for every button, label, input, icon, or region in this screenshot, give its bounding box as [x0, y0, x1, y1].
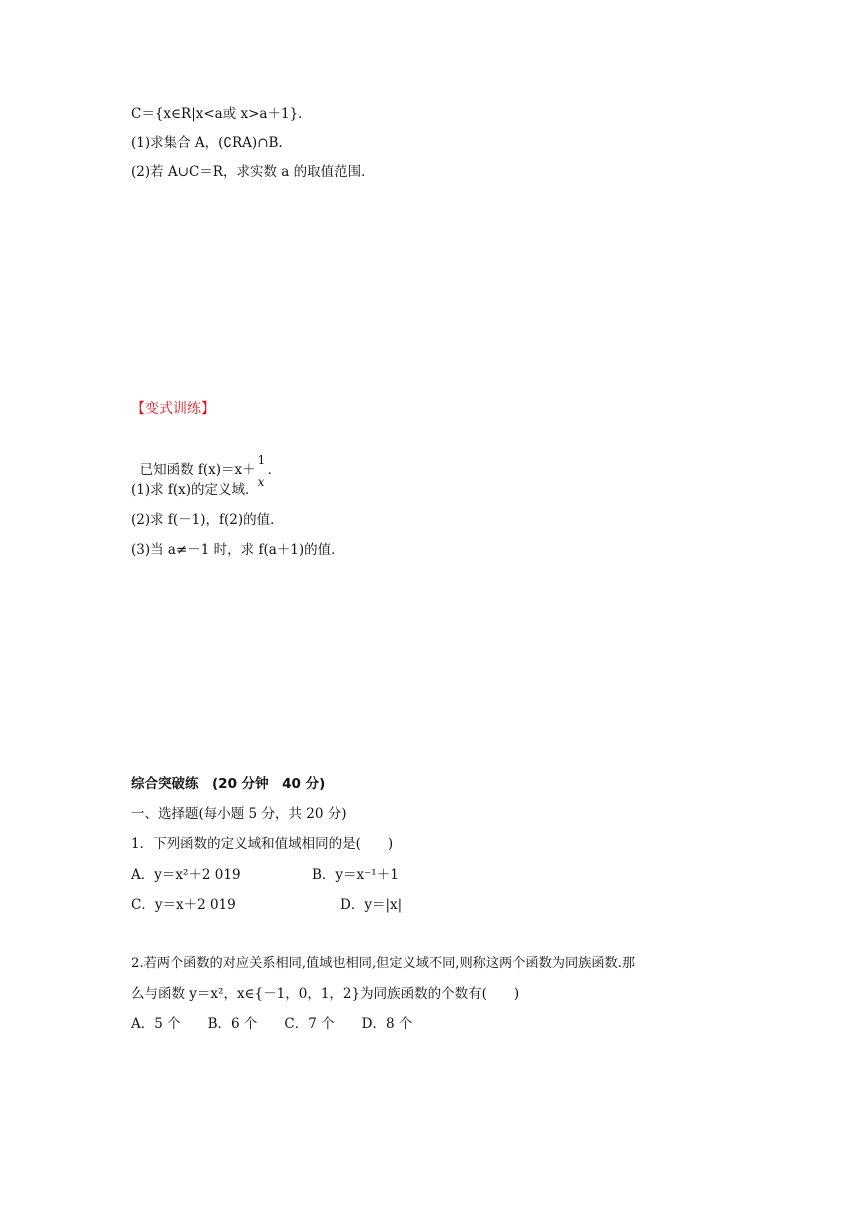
variant-intro-suffix: ． [267, 462, 282, 478]
variant-heading: 【变式训练】 [131, 401, 215, 417]
question-1-stem: 1．下列函数的定义域和值域相同的是( ) [131, 836, 394, 852]
variant-intro [131, 440, 282, 489]
question-2-stem-line-2: 么与函数 y＝x²，x∈{－1，0，1，2}为同族函数的个数有( ) [131, 986, 520, 1002]
fraction-denominator: x [257, 475, 265, 489]
question-1-option-c: C．y＝x＋2 019 [131, 897, 236, 913]
variant-question-1: (1)求 f(x)的定义域． [131, 482, 259, 498]
variant-question-3: (3)当 a≠－1 时，求 f(a＋1)的值． [131, 542, 345, 558]
question-1-part-2: (2)若 A∪C＝R，求实数 a 的取值范围． [131, 164, 375, 180]
question-1-option-d: D．y＝|x| [340, 897, 403, 913]
fraction-one-over-x [256, 453, 268, 489]
question-1-option-b: B．y＝x⁻¹＋1 [312, 867, 399, 883]
question-1-part-1: (1)求集合 A，(∁RA)∩B. [131, 135, 283, 151]
question-2-options: A．5 个 B．6 个 C．7 个 D．8 个 [131, 1016, 413, 1032]
comprehensive-heading: 综合突破练 (20 分钟 40 分) [131, 776, 326, 792]
section-title: 一、选择题(每小题 5 分，共 20 分) [131, 806, 347, 822]
question-2-stem-line-1: 2.若两个函数的对应关系相同,值域也相同,但定义域不同,则称这两个函数为同族函数.那 [131, 956, 636, 971]
question-1-option-a: A．y＝x²＋2 019 [131, 867, 241, 883]
set-c-definition: C＝{x∈R|x<a或 x>a＋1}． [131, 106, 312, 122]
variant-intro-prefix: 已知函数 f(x)＝x＋ [139, 462, 256, 478]
fraction-numerator: 1 [257, 453, 266, 467]
variant-question-2: (2)求 f(－1)，f(2)的值． [131, 512, 284, 528]
